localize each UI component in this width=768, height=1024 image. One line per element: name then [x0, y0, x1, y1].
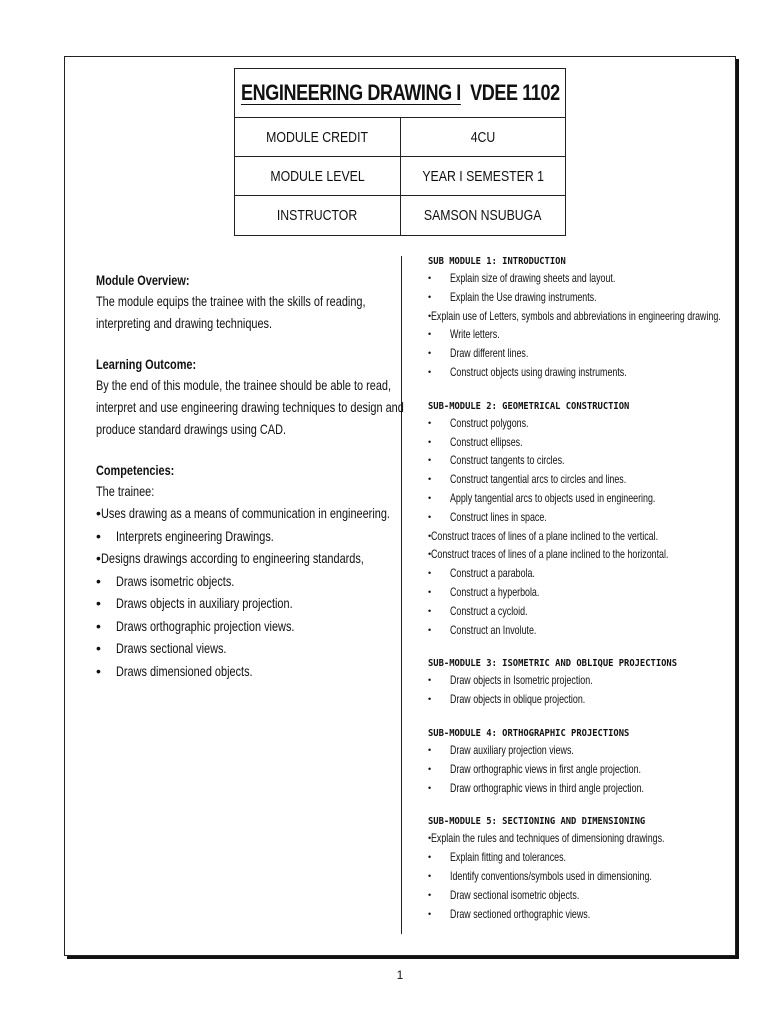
submodule-item — [428, 470, 728, 489]
submodule-item-text: Construct a hyperbola. — [450, 584, 540, 599]
info-value-cell — [401, 196, 566, 235]
bullet-icon: • — [428, 568, 432, 579]
outcome-text: By the end of this module, the trainee should be able to read, — [96, 377, 392, 393]
submodule-item — [428, 451, 728, 470]
submodule-item-text: Construct lines in space. — [450, 509, 547, 524]
submodule-item-text: Construct a cycloid. — [450, 603, 528, 618]
bullet-icon: • — [428, 675, 432, 686]
competencies-intro-text: The trainee: — [96, 483, 155, 499]
submodule-item — [428, 829, 728, 848]
submodule-item — [428, 760, 728, 779]
submodule-item — [428, 269, 728, 288]
submodule-item-text: Draw objects in Isometric projection. — [450, 673, 593, 688]
submodule-item-text: Draw auxiliary projection views. — [450, 742, 574, 757]
outcome-line — [96, 418, 396, 440]
submodule-item — [428, 848, 728, 867]
competency-text: Draws objects in auxiliary projection. — [116, 595, 293, 611]
info-label-cell — [235, 157, 401, 195]
submodule-item-text: Explain fitting and tolerances. — [450, 850, 567, 865]
overview-text: interpreting and drawing techniques. — [96, 315, 273, 331]
submodule-item — [428, 564, 728, 583]
info-value-cell — [401, 157, 566, 195]
column-divider — [401, 256, 402, 934]
bullet-icon: • — [96, 662, 101, 679]
submodule-heading: SUB-MODULE 5: SECTIONING AND DIMENSIONING — [428, 816, 646, 828]
submodule-item-text: Draw different lines. — [450, 346, 529, 361]
bullet-icon: • — [428, 605, 432, 616]
competency-list — [96, 502, 396, 682]
submodule-item-text: Draw orthographic views in third angle projection. — [450, 780, 644, 795]
outcome-text: interpret and use engineering drawing techniques to design and — [96, 399, 404, 415]
bullet-icon: • — [428, 273, 432, 283]
competency-text: Uses drawing as a means of communication in engineering. — [100, 505, 390, 521]
submodule-item-text: Apply tangential arcs to objects used in engineering. — [450, 490, 656, 505]
bullet-icon: • — [428, 417, 432, 428]
bullet-icon: • — [96, 550, 101, 566]
submodule-item — [428, 602, 728, 621]
submodule-item — [428, 325, 728, 344]
competency-item — [96, 525, 396, 548]
submodule-item-text: Identify conventions/symbols used in dimensioning. — [450, 868, 652, 883]
submodule-item — [428, 886, 728, 905]
outcome-line — [96, 396, 404, 418]
bullet-icon: • — [428, 492, 432, 503]
submodule-item — [428, 508, 728, 527]
bullet-icon: • — [428, 530, 432, 541]
competencies-heading — [96, 460, 396, 480]
submodule-item-text: Construct a parabola. — [450, 566, 535, 581]
submodule-item-text: Construct polygons. — [450, 415, 529, 430]
submodule-item — [428, 489, 728, 508]
bullet-icon: • — [96, 595, 101, 611]
competencies-heading-text: Competencies: — [96, 462, 175, 478]
submodule-item-text: Write letters. — [450, 327, 500, 342]
bullet-icon: • — [96, 640, 101, 656]
submodule-heading: SUB-MODULE 2: GEOMETRICAL CONSTRUCTION — [428, 400, 630, 412]
competency-text: Draws sectional views. — [116, 640, 227, 656]
submodule-item-text: Construct tangential arcs to circles and lines. — [450, 472, 627, 487]
submodule-item — [428, 433, 728, 452]
competency-item — [96, 570, 396, 593]
submodule-item — [428, 690, 728, 709]
module-title-row — [235, 69, 565, 118]
submodule-item-text: Draw orthographic views in first angle projection. — [450, 761, 642, 776]
submodule-item — [428, 741, 728, 760]
overview-heading-text: Module Overview: — [96, 272, 190, 288]
competency-text: Draws isometric objects. — [116, 572, 235, 589]
bullet-icon: • — [428, 474, 432, 485]
info-label-cell — [235, 196, 401, 235]
submodule-item — [428, 621, 728, 640]
competency-item — [96, 592, 396, 615]
competency-text: Draws orthographic projection views. — [116, 617, 295, 634]
competency-item — [96, 637, 396, 660]
info-value: 4CU — [470, 128, 496, 146]
bullet-icon: • — [428, 511, 432, 522]
bullet-icon: • — [96, 617, 101, 634]
competency-item — [96, 660, 396, 683]
bullet-icon: • — [428, 833, 432, 844]
info-row-instructor — [235, 196, 565, 235]
submodule-item-text: Draw objects in oblique projection. — [450, 692, 586, 707]
submodule-item — [428, 583, 728, 602]
info-label-cell — [235, 118, 401, 156]
submodule-item-text: Construct tangents to circles. — [450, 453, 565, 468]
submodule-item — [428, 867, 728, 886]
bullet-icon: • — [428, 366, 432, 377]
bullet-icon: • — [428, 549, 432, 560]
bullet-icon: • — [428, 455, 432, 466]
info-value: SAMSON NSUBUGA — [423, 207, 542, 224]
bullet-icon: • — [428, 310, 432, 321]
submodule-item — [428, 671, 728, 690]
submodule-item — [428, 527, 728, 546]
competency-item — [96, 615, 396, 638]
bullet-icon: • — [428, 870, 432, 881]
submodule-item-text: Construct objects using drawing instruments. — [450, 364, 627, 379]
outcome-heading-text: Learning Outcome: — [96, 356, 197, 372]
submodule-item — [428, 363, 728, 382]
info-label: MODULE CREDIT — [266, 128, 369, 146]
overview-line — [96, 290, 396, 312]
submodule-item — [428, 779, 728, 798]
competency-text: Designs drawings according to engineering standards, — [100, 550, 364, 566]
info-value-cell — [401, 118, 566, 156]
bullet-icon: • — [428, 852, 432, 863]
submodule-list — [428, 254, 728, 923]
bullet-icon: • — [428, 694, 432, 705]
bullet-icon: • — [96, 505, 101, 521]
bullet-icon: • — [428, 291, 432, 302]
bullet-icon: • — [428, 908, 432, 919]
overview-heading — [96, 270, 396, 290]
submodule-item — [428, 307, 728, 326]
outcome-heading — [96, 354, 396, 374]
outcome-line — [96, 374, 396, 396]
overview-line — [96, 312, 396, 334]
submodule-item-text: Explain the Use drawing instruments. — [450, 289, 597, 304]
competency-text: Draws dimensioned objects. — [116, 662, 253, 679]
competency-item — [96, 547, 396, 570]
info-row-level — [235, 157, 565, 196]
submodule-item-text: Construct an Involute. — [450, 622, 537, 637]
module-title — [241, 80, 560, 106]
submodule-item — [428, 414, 728, 433]
submodule-item — [428, 344, 728, 363]
submodule-item-text: Construct traces of lines of a plane inclined to the horizontal. — [431, 547, 669, 562]
bullet-icon: • — [428, 329, 432, 340]
info-label: MODULE LEVEL — [270, 167, 365, 185]
competencies-intro — [96, 480, 396, 502]
submodule-heading: SUB-MODULE 3: ISOMETRIC AND OBLIQUE PROJECTIONS — [428, 658, 678, 670]
bullet-icon: • — [96, 527, 101, 544]
module-code: VDEE 1102 — [469, 80, 560, 105]
submodule-heading: SUB MODULE 1: INTRODUCTION — [428, 256, 566, 267]
page-number: 1 — [396, 968, 404, 982]
module-description — [96, 270, 404, 682]
submodule-heading: SUB-MODULE 4: ORTHOGRAPHIC PROJECTIONS — [428, 727, 630, 739]
bullet-icon: • — [428, 782, 432, 793]
submodule-item-text: Explain use of Letters, symbols and abbreviations in engineering drawing. — [431, 308, 721, 323]
submodule-item — [428, 288, 728, 307]
submodule-item-text: Construct traces of lines of a plane inclined to the vertical. — [431, 528, 659, 543]
module-info-table — [234, 68, 566, 236]
bullet-icon: • — [428, 348, 432, 359]
competency-text: Interprets engineering Drawings. — [116, 527, 274, 544]
bullet-icon: • — [428, 436, 432, 447]
outcome-text: produce standard drawings using CAD. — [96, 421, 286, 437]
bullet-icon: • — [96, 572, 101, 589]
submodule-item-text: Explain the rules and techniques of dimensioning drawings. — [431, 831, 665, 846]
bullet-icon: • — [428, 586, 432, 597]
bullet-icon: • — [428, 744, 432, 755]
competency-item — [96, 502, 396, 525]
bullet-icon: • — [428, 889, 432, 900]
info-value: YEAR I SEMESTER 1 — [421, 167, 544, 185]
submodule-item — [428, 905, 728, 924]
submodule-item — [428, 545, 728, 564]
info-label: INSTRUCTOR — [277, 207, 358, 224]
overview-text: The module equips the trainee with the skills of reading, — [96, 293, 366, 309]
module-title-name: ENGINEERING DRAWING I — [240, 80, 461, 105]
submodule-item-text: Explain size of drawing sheets and layout. — [450, 271, 616, 285]
submodule-item-text: Draw sectioned orthographic views. — [450, 906, 591, 921]
info-row-credit — [235, 118, 565, 157]
submodule-item-text: Draw sectional isometric objects. — [450, 887, 580, 902]
bullet-icon: • — [428, 624, 432, 635]
submodule-item-text: Construct ellipses. — [450, 434, 523, 449]
bullet-icon: • — [428, 763, 432, 774]
